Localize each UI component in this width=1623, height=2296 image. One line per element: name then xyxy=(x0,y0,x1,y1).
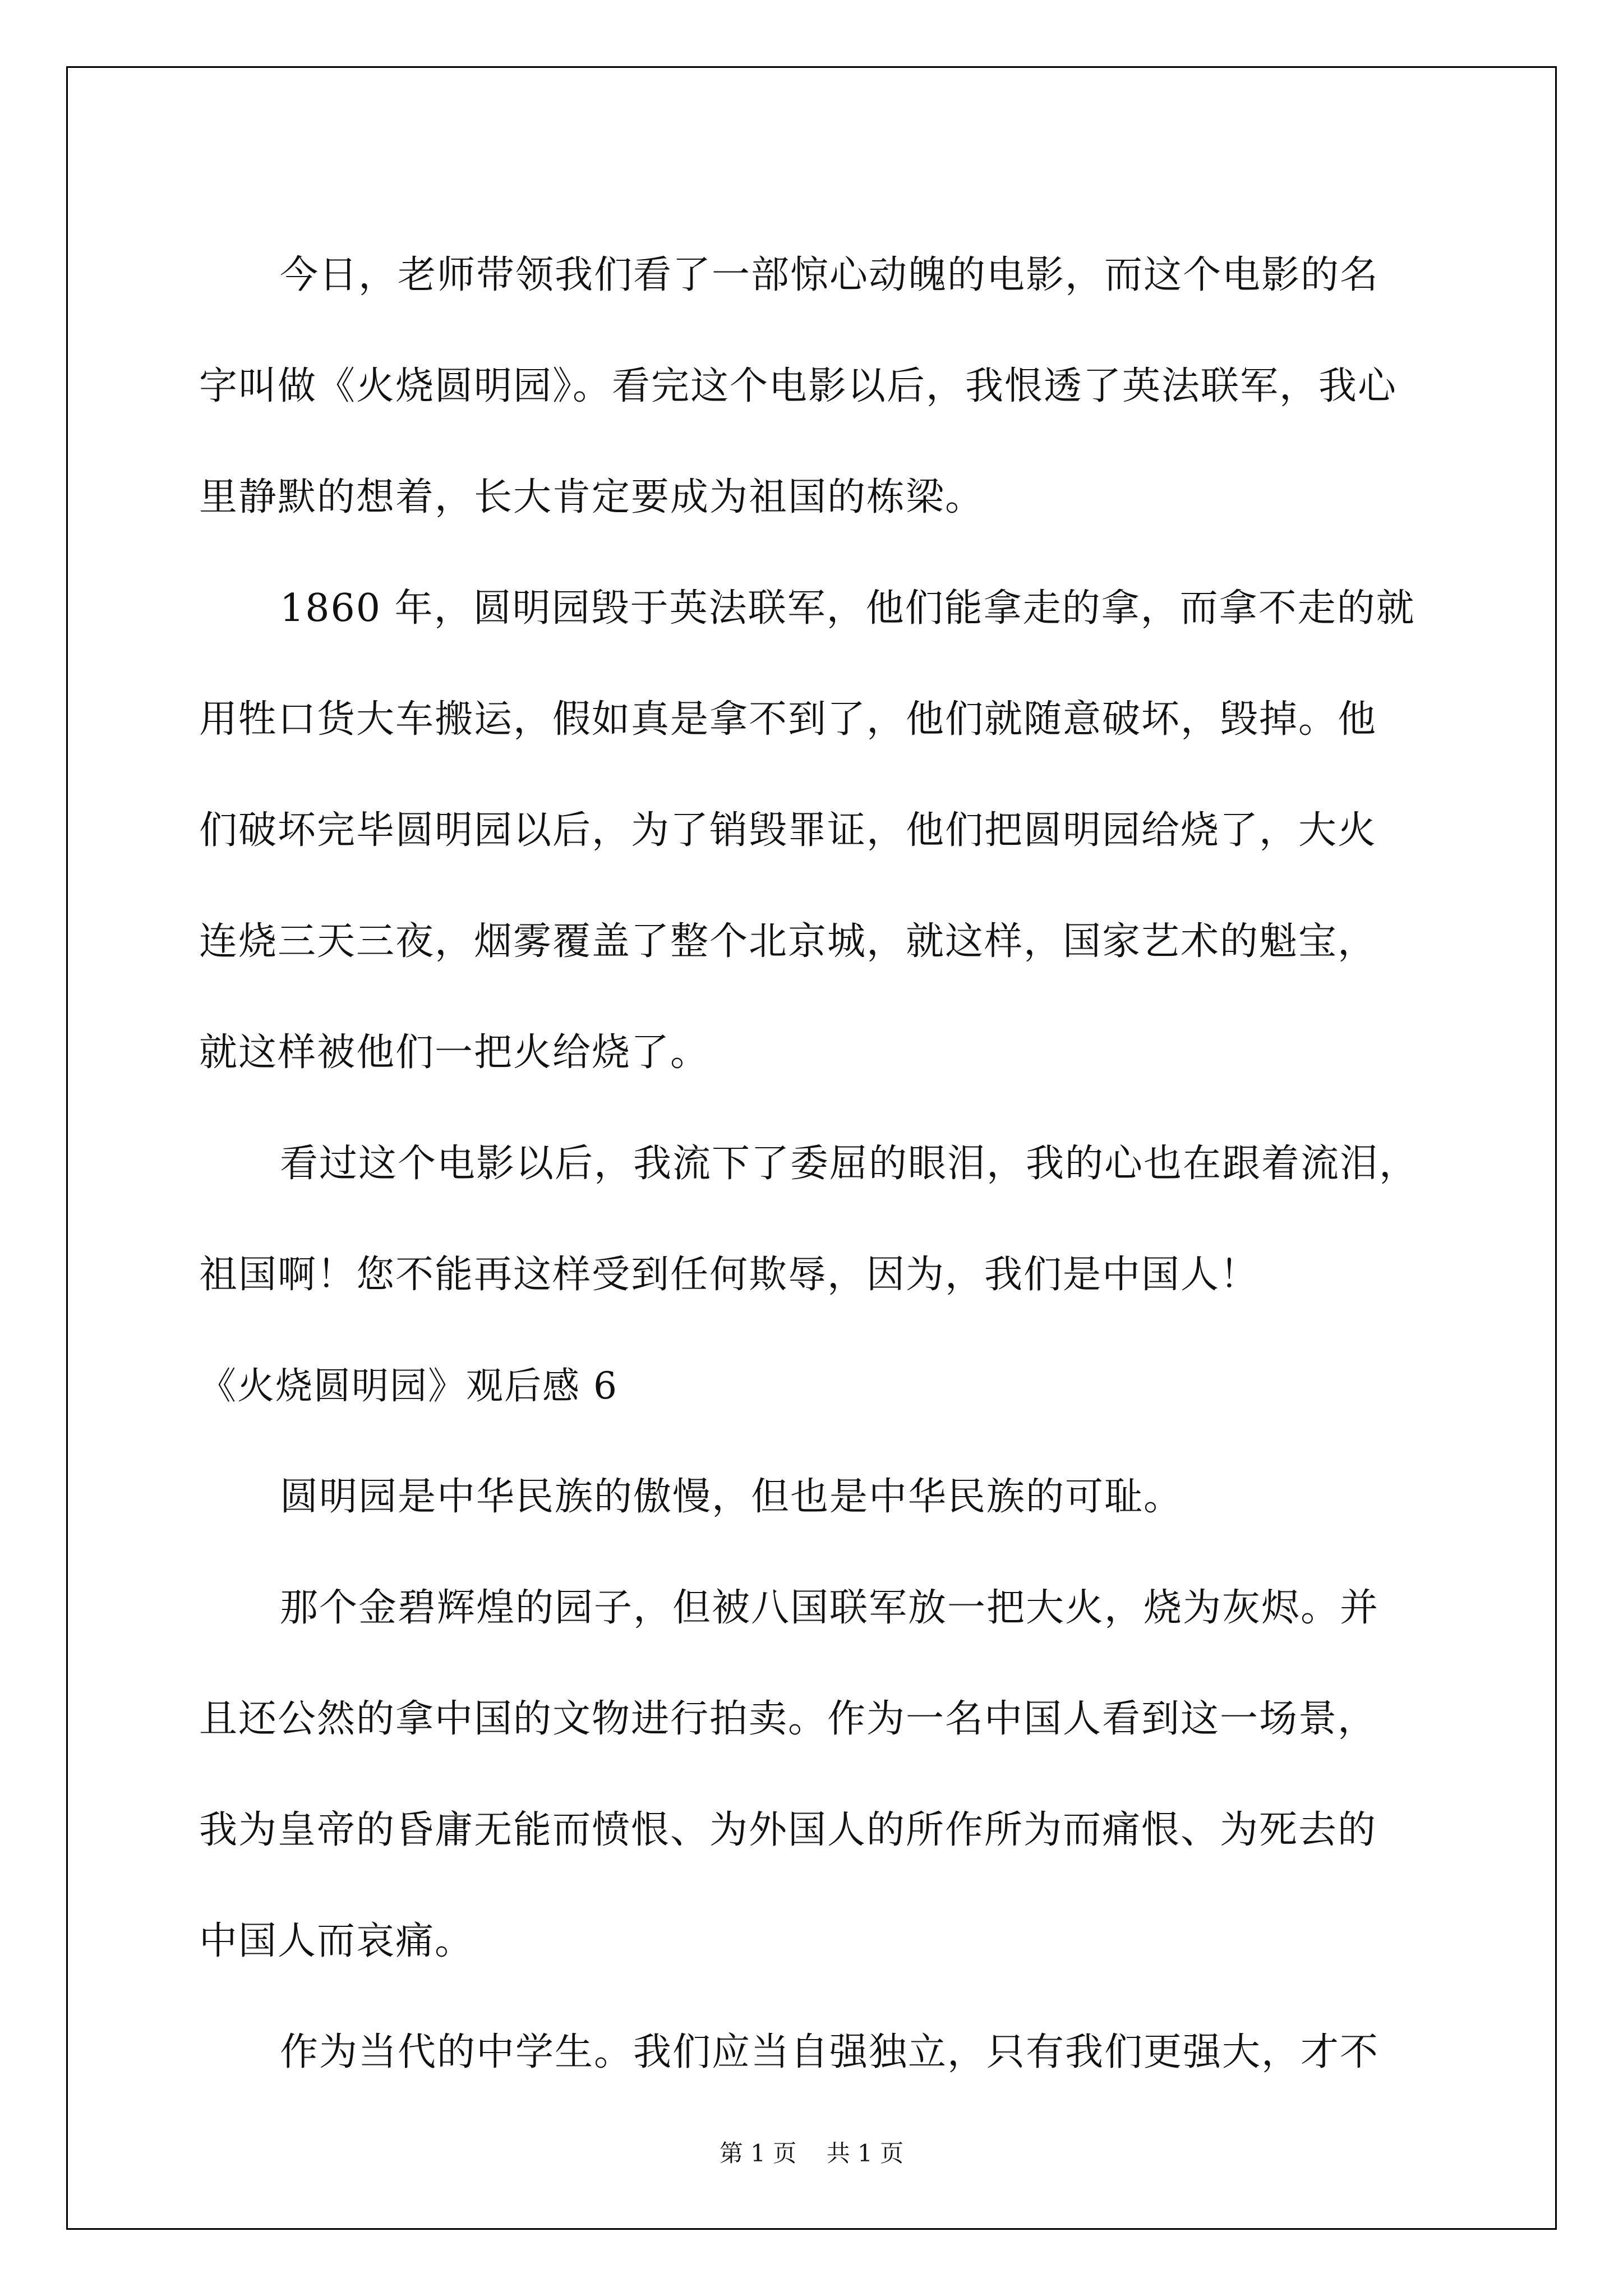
text-line: 今日，老师带领我们看了一部惊心动魄的电影，而这个电影的名 xyxy=(280,253,1380,297)
text-line: 们破坏完毕圆明园以后，为了销毁罪证，他们把圆明园给烧了，大火 xyxy=(199,808,1377,853)
text-line: 中国人而哀痛。 xyxy=(199,1919,474,1963)
page-number-footer: 第 1 页 共 1 页 xyxy=(719,2139,904,2167)
text-line: 用牲口货大车搬运，假如真是拿不到了，他们就随意破坏，毁掉。他 xyxy=(199,697,1377,742)
text-line: 圆明园是中华民族的傲慢，但也是中华民族的可耻。 xyxy=(280,1475,1183,1519)
text-line: 我为皇帝的昏庸无能而愤恨、为外国人的所作所为而痛恨、为死去的 xyxy=(199,1808,1377,1852)
document-body xyxy=(199,220,1427,2108)
text-line: 里静默的想着，长大肯定要成为祖国的栋梁。 xyxy=(199,475,985,519)
text-line: 看过这个电影以后，我流下了委屈的眼泪，我的心也在跟着流泪， xyxy=(280,1142,1419,1186)
text-line: 连烧三天三夜，烟雾覆盖了整个北京城，就这样，国家艺术的魁宝， xyxy=(199,919,1377,964)
text-line: 祖国啊！您不能再这样受到任何欺辱，因为，我们是中国人！ xyxy=(199,1253,1260,1297)
text-line: 作为当代的中学生。我们应当自强独立，只有我们更强大，才不 xyxy=(280,2030,1380,2074)
text-line: 字叫做《火烧圆明园》。看完这个电影以后，我恨透了英法联军，我心 xyxy=(199,364,1398,408)
text-line: 1860 年，圆明园毁于英法联军，他们能拿走的拿，而拿不走的就 xyxy=(280,586,1415,631)
section-heading: 《火烧圆明园》观后感 6 xyxy=(199,1364,618,1407)
text-line: 且还公然的拿中国的文物进行拍卖。作为一名中国人看到这一场景， xyxy=(199,1697,1377,1741)
text-line: 那个金碧辉煌的园子，但被八国联军放一把大火，烧为灰烬。并 xyxy=(280,1586,1380,1630)
text-line: 就这样被他们一把火给烧了。 xyxy=(199,1030,710,1075)
